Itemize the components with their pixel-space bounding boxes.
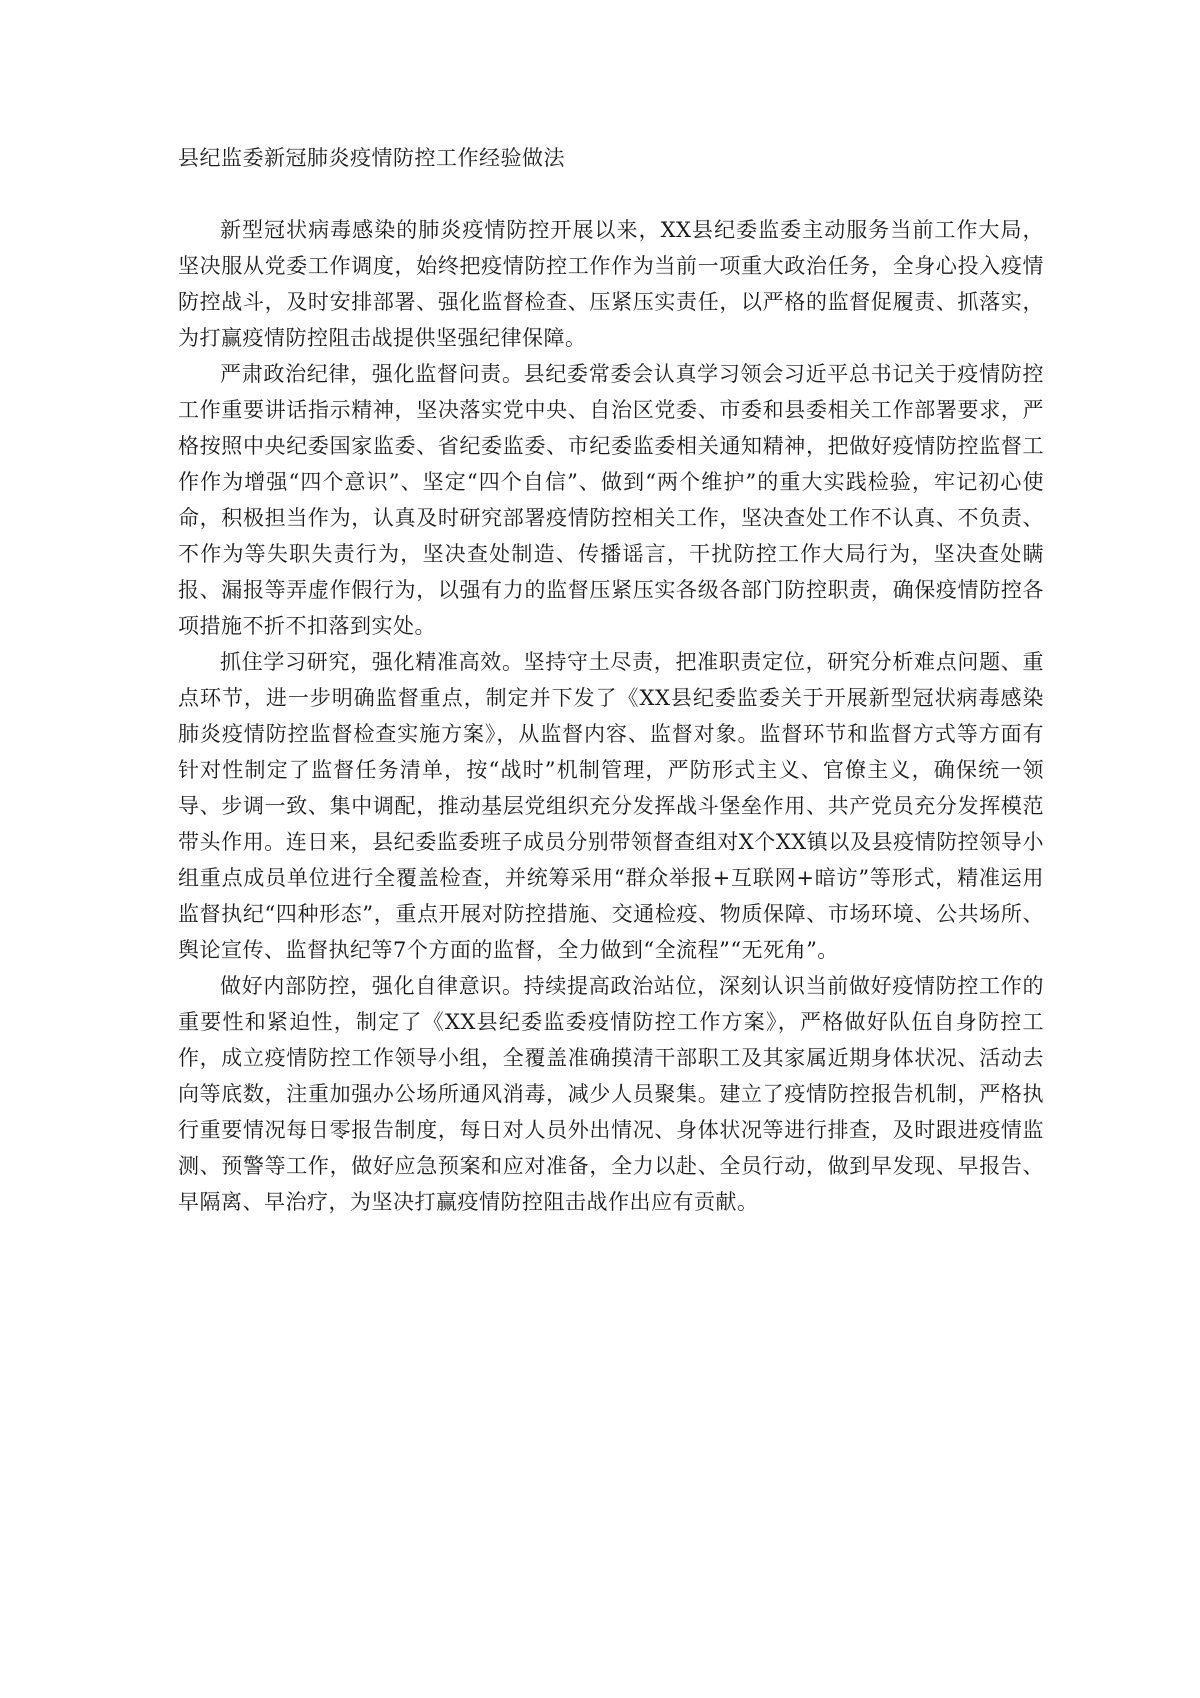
paragraph-intro: 新型冠状病毒感染的肺炎疫情防控开展以来，XX县纪委监委主动服务当前工作大局，坚决服从党委工作调度，始终把疫情防控工作作为当前一项重大政治任务，全身心投入疫情防控战斗，及时安排部署、强化监督检查、压紧压实责任，以严格的监督促履责、抓落实，为打赢疫情防控阻击战提供坚强纪律保障。 [178, 218, 1044, 350]
paragraph-study-research: 抓住学习研究，强化精准高效。坚持守土尽责，把准职责定位，研究分析难点问题、重点环节，进一步明确监督重点，制定并下发了《XX县纪委监委关于开展新型冠状病毒感染肺炎疫情防控监督检查实施方案》，从监督内容、监督对象。监督环节和监督方式等方面有针对性制定了监督任务清单，按“战时”机制管理，严防形式主义、官僚主义，确保统一领导、步调一致、集中调配，推动基层党组织充分发挥战斗堡垒作用、共产党员充分发挥模范带头作用。连日来，县纪委监委班子成员分别带领督查组对X个XX镇以及县疫情防控领导小组重点成员单位进行全覆盖检查，并统筹采用“群众举报+互联网+暗访”等形式，精准运用监督执纪“四种形态”，重点开展对防控措施、交通检疫、物质保障、市场环境、公共场所、舆论宣传、监督执纪等7个方面的监督，全力做到“全流程”“无死角”。 [178, 650, 1044, 962]
paragraph-internal-prevention: 做好内部防控，强化自律意识。持续提高政治站位，深刻认识当前做好疫情防控工作的重要性和紧迫性，制定了《XX县纪委监委疫情防控工作方案》，严格做好队伍自身防控工作，成立疫情防控工作领导小组，全覆盖准确摸清干部职工及其家属近期身体状况、活动去向等底数，注重加强办公场所通风消毒，减少人员聚集。建立了疫情防控报告机制，严格执行重要情况每日零报告制度，每日对人员外出情况、身体状况等进行排查，及时跟进疫情监测、预警等工作，做好应急预案和应对准备，全力以赴、全员行动，做到早发现、早报告、早隔离、早治疗，为坚决打赢疫情防控阻击战作出应有贡献。 [178, 974, 1044, 1214]
paragraph-political-discipline: 严肃政治纪律，强化监督问责。县纪委常委会认真学习领会习近平总书记关于疫情防控工作重要讲话指示精神，坚决落实党中央、自治区党委、市委和县委相关工作部署要求，严格按照中央纪委国家监委、省纪委监委、市纪委监委相关通知精神，把做好疫情防控监督工作作为增强“四个意识”、坚定“四个自信”、做到“两个维护”的重大实践检验，牢记初心使命，积极担当作为，认真及时研究部署疫情防控相关工作，坚决查处工作不认真、不负责、不作为等失职失责行为，坚决查处制造、传播谣言，干扰防控工作大局行为，坚决查处瞒报、漏报等弄虚作假行为，以强有力的监督压紧压实各级各部门防控职责，确保疫情防控各项措施不折不扣落到实处。 [178, 362, 1044, 638]
document-title: 县纪监委新冠肺炎疫情防控工作经验做法 [178, 146, 565, 170]
document-page [178, 140, 1044, 1220]
document-body [178, 212, 1044, 1220]
